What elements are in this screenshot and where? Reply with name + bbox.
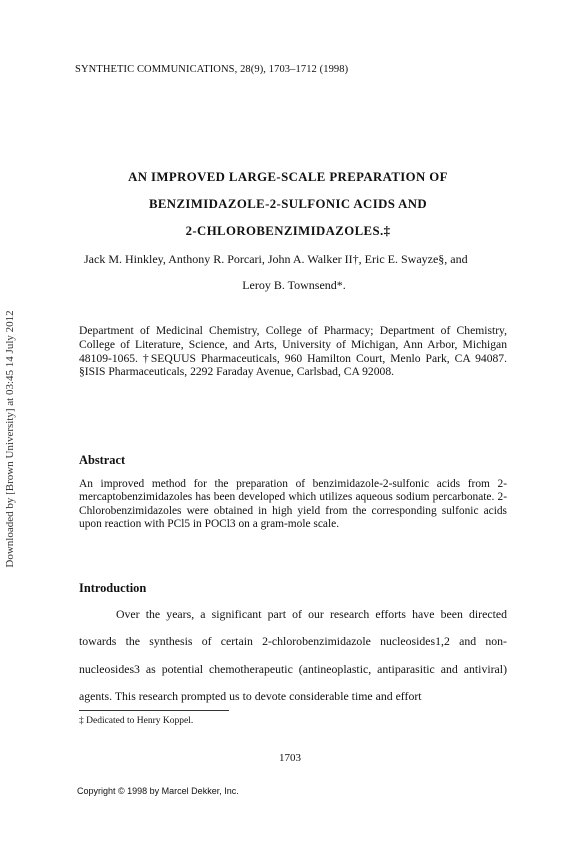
affiliations: Department of Medicinal Chemistry, College of Pharmacy; Department of Chemistry, College of Literature, Science, and Arts, University of Michigan, Ann Arbor, Michigan 48109-1065. †SEQUUS Pharmaceuticals, 960 Hamilton Court, Menlo Park, CA 94087. §ISIS Pharmaceuticals, 2292 Faraday Avenue, Carlsbad, CA 92008. — [79, 324, 507, 379]
author-list — [84, 246, 504, 298]
title-line-3: 2-CHLOROBENZIMIDAZOLES.‡ — [185, 224, 391, 238]
introduction-heading: Introduction — [79, 581, 147, 595]
introduction-text: Over the years, a significant part of our research efforts have been directed towards the synthesis of certain 2-chlorobenzimidazole nucleosides1,2 and non-nucleosides3 as potential chemotherapeutic (antineoplastic, antiparasitic and antiviral) agents. This research prompted us to devote considerable time and effort — [79, 607, 507, 703]
footnote: ‡ Dedicated to Henry Koppel. — [79, 716, 194, 726]
footnote-divider — [79, 710, 229, 711]
page-number: 1703 — [279, 752, 301, 764]
abstract-heading: Abstract — [79, 453, 126, 467]
title-line-2: BENZIMIDAZOLE-2-SULFONIC ACIDS AND — [148, 197, 428, 211]
abstract-text: An improved method for the preparation of benzimidazole-2-sulfonic acids from 2-mercaptobenzimidazoles has been developed which utilizes aqueous sodium percarbonate. 2-Chlorobenzimidazoles were obtained in high yield from the corresponding sulfonic acids upon reaction with PCl5 in POCl3 on a gram-mole scale. — [79, 478, 507, 531]
authors-line-2: Leroy B. Townsend*. — [242, 278, 346, 292]
copyright-notice: Copyright © 1998 by Marcel Dekker, Inc. — [77, 786, 239, 796]
authors-line-1: Jack M. Hinkley, Anthony R. Porcari, John A. Walker II†, Eric E. Swayze§, and — [84, 252, 468, 266]
journal-citation: SYNTHETIC COMMUNICATIONS, 28(9), 1703–1712 (1998) — [75, 64, 349, 75]
download-watermark: Downloaded by [Brown University] at 03:45 14 July 2012 — [4, 310, 16, 568]
title-line-1: AN IMPROVED LARGE-SCALE PREPARATION OF — [128, 170, 448, 184]
